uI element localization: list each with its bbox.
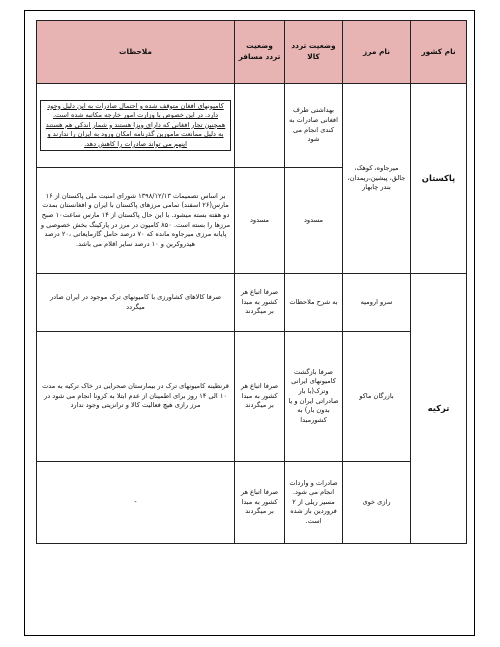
notes-cell: - <box>37 462 235 544</box>
country-cell-turkey: ترکیه <box>411 274 467 544</box>
notes-cell: بر اساس تصمیمات ۱۳۹۸/۱۲/۱۳ شورای امنیت ملی پاکستان از ۱۶ مارس(۲۶ اسفند) تمامی مرزهای پاکستان با ایران و افغانستان بمدت دو هفته بسته میشود. با این حال پاکستان از ۱۴ مارس ساعت۱۰ صبح مرزها را بسته است. ۸۵۰ کامیون در مرز در پارکینگ بخش خصوصی و پایانه مرزی میرجاوه مانده که ۷۰ درصد حامل گازمایعاتی ،۲۰ درصد هیدروکربن و ۱۰ درصد سایر اقلام می باشد. <box>37 168 235 274</box>
border-cell: سرو ارومیه <box>343 274 411 332</box>
border-crossings-table <box>36 20 467 544</box>
cargo-status-cell: بهداشتی طرف افغانی صادرات به کندی انجام می شود <box>285 84 343 168</box>
table-header-row <box>37 21 467 84</box>
header-notes: ملاحظات <box>37 21 235 84</box>
notes-cell: قرنطینه کامیونهای ترک در بیمارستان صحرایی در خاک ترکیه به مدت ۱۰ الی ۱۴ روز برای اطمینان از عدم ابتلا به کرونا انجام می شود در مرز رازی هیچ فعالیت کالا و ترانزیتی وجود ندارد <box>37 332 235 462</box>
passenger-status-cell: صرفا اتباع هر کشور به مبدا بر میگردند <box>235 332 285 462</box>
border-cell: رازی خوی <box>343 462 411 544</box>
notes-cell: صرفا کالاهای کشاورزی با کامیونهای ترک موجود در ایران صادر میگردد <box>37 274 235 332</box>
passenger-status-cell: صرفا اتباع هر کشور به مبدا بر میگردند <box>235 462 285 544</box>
cargo-status-cell: صادرات و واردات انجام می شود. مسیر ریلی از ۲ فروردین باز شده است. <box>285 462 343 544</box>
table-row <box>37 274 467 332</box>
header-country: نام کشور <box>411 21 467 84</box>
country-cell-pakistan: پاکستان <box>411 84 467 274</box>
border-cell: میرجاوه، کوهک، جالق، پیشین،ریمدان، بندر چابهار <box>343 84 411 274</box>
cargo-status-cell: صرفا بازگشت کامیونهای ایرانی وترک(با بار صادراتی ایران و یا بدون بار) به کشورمبدا <box>285 332 343 462</box>
table-row <box>37 332 467 462</box>
header-cargo-status: وضعیت تردد کالا <box>285 21 343 84</box>
table-row <box>37 84 467 168</box>
notes-highlight: کامیونهای افغان متوقف شده و احتمال صادرات به این دلیل وجود دارد. در این خصوص با وزارت امور خارجه مکاتبه شده است. همچنین تجار افغانی که دارای ویزا هستند و شمار اندکی هم هستند به دلیل ممانعت مامورین گذرنامه امکان ورود به ایران را ندارند و اینهم می تواند صادرات را کاهش دهد. <box>40 100 231 152</box>
header-border: نام مرز <box>343 21 411 84</box>
passenger-status-cell: صرفا اتباع هر کشور به مبدا بر میگردند <box>235 274 285 332</box>
cargo-status-cell: مسدود <box>285 168 343 274</box>
header-passenger-status: وضعیت تردد مسافر <box>235 21 285 84</box>
cargo-status-cell: به شرح ملاحظات <box>285 274 343 332</box>
notes-cell <box>37 84 235 168</box>
passenger-status-cell <box>235 84 285 168</box>
border-cell: بازرگان ماکو <box>343 332 411 462</box>
passenger-status-cell: مسدود <box>235 168 285 274</box>
table-row <box>37 462 467 544</box>
